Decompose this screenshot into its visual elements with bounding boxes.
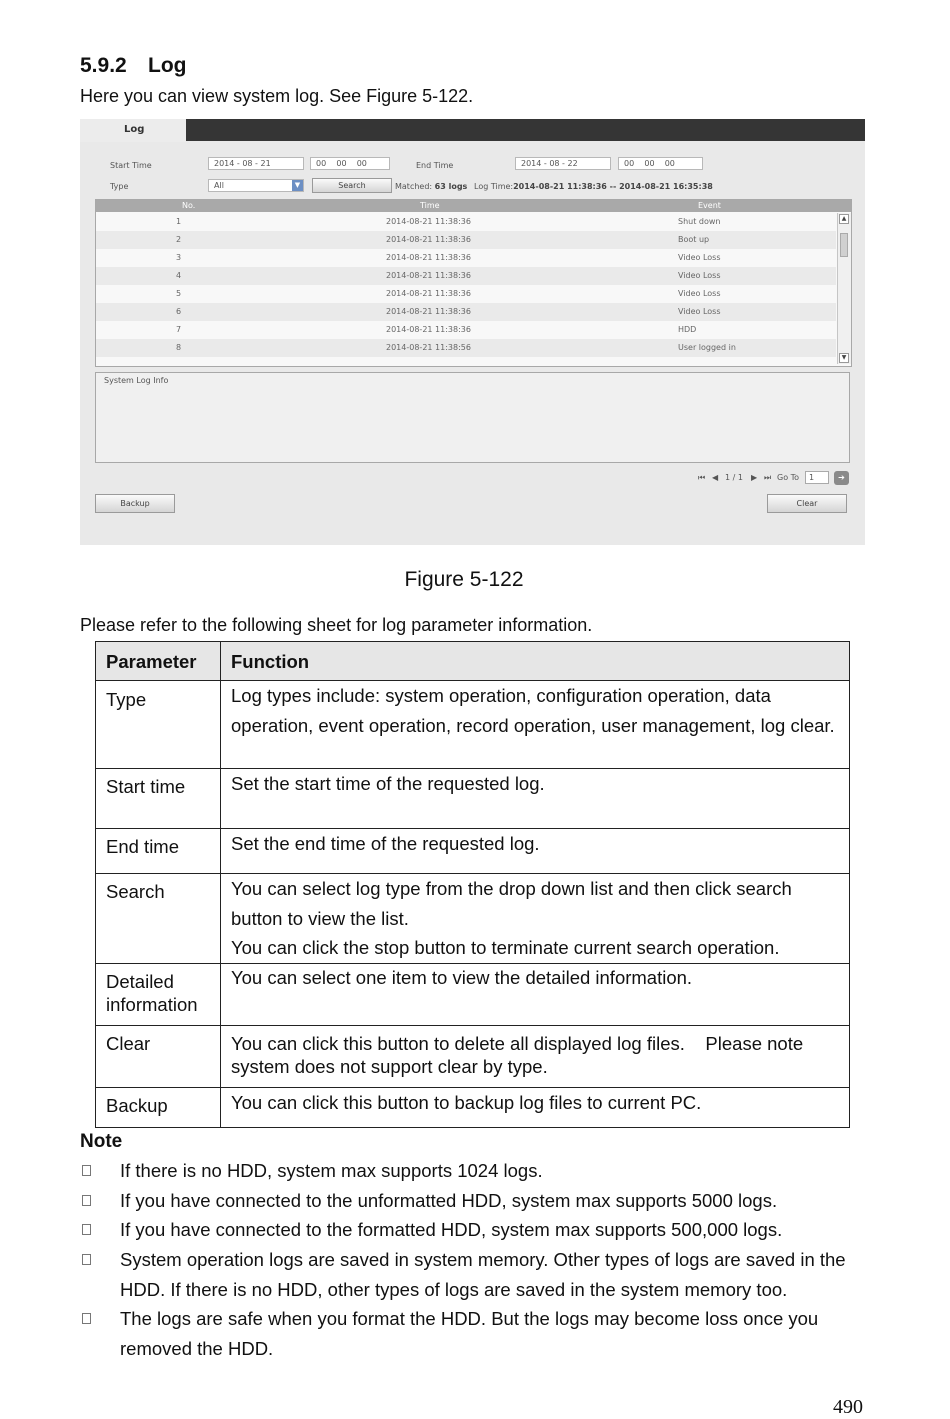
param-cell: Detailed information — [96, 963, 221, 1025]
tab-log[interactable]: Log — [80, 119, 186, 142]
log-time-cell: 2014-08-21 11:38:36 — [386, 235, 471, 244]
figure-caption: Figure 5-122 — [404, 568, 524, 591]
param-cell: Backup — [96, 1087, 221, 1127]
scroll-thumb[interactable] — [840, 233, 848, 257]
chevron-down-icon: ▼ — [292, 180, 303, 191]
log-row[interactable] — [96, 249, 836, 267]
log-time-cell: 2014-08-21 11:38:36 — [386, 325, 471, 334]
table-row — [96, 769, 850, 829]
note-item: The logs are safe when you format the HDD. But the logs may become loss once you removed the HDD. — [80, 1304, 880, 1364]
log-no-cell: 4 — [176, 271, 182, 280]
header-function: Function — [221, 642, 850, 681]
table-header-row — [96, 642, 850, 681]
start-time-field[interactable]: 00 00 00 — [310, 157, 390, 170]
log-row[interactable] — [96, 339, 836, 357]
refer-text: Please refer to the following sheet for log parameter information. — [80, 615, 593, 635]
log-no-cell: 1 — [176, 217, 182, 226]
log-time-info: Log Time:2014-08-21 11:38:36 -- 2014-08-21 16:35:38 — [474, 182, 713, 191]
table-row — [96, 874, 850, 964]
end-time-field[interactable]: 00 00 00 — [618, 157, 703, 170]
section-number: 5.9.2 — [80, 54, 127, 77]
section-title: Log — [148, 54, 187, 77]
log-no-cell: 6 — [176, 307, 182, 316]
log-event-cell: Shut down — [678, 217, 721, 226]
note-title: Note — [80, 1131, 123, 1152]
log-event-cell: User logged in — [678, 343, 736, 352]
log-row[interactable] — [96, 267, 836, 285]
function-cell: Set the start time of the requested log. — [221, 769, 850, 829]
bullet-icon — [82, 1195, 91, 1206]
col-event: Event — [698, 201, 721, 210]
log-event-cell: HDD — [678, 325, 697, 334]
log-time-cell: 2014-08-21 11:38:56 — [386, 343, 471, 352]
bullet-icon — [82, 1165, 91, 1176]
log-no-cell: 2 — [176, 235, 182, 244]
start-time-label: Start Time — [110, 161, 152, 170]
param-cell: End time — [96, 829, 221, 874]
log-row[interactable] — [96, 303, 836, 321]
clear-button[interactable]: Clear — [767, 494, 847, 513]
system-log-info-label: System Log Info — [104, 376, 169, 385]
log-no-cell: 7 — [176, 325, 182, 334]
section-heading — [80, 54, 186, 78]
intro-text: Here you can view system log. See Figure 5-122. — [80, 86, 474, 106]
function-cell: You can select log type from the drop down list and then click search button to view the list. You can click the stop button to terminate current search operation. — [221, 874, 850, 964]
log-time-cell: 2014-08-21 11:38:36 — [386, 271, 471, 280]
start-date-field[interactable]: 2014 - 08 - 21 — [208, 157, 304, 170]
function-cell: Set the end time of the requested log. — [221, 829, 850, 874]
table-row — [96, 1025, 850, 1087]
end-date-field[interactable]: 2014 - 08 - 22 — [515, 157, 611, 170]
note-item: If there is no HDD, system max supports 1024 logs. — [80, 1156, 880, 1186]
first-page-icon[interactable]: ⏮ — [698, 473, 706, 482]
function-cell: Log types include: system operation, configuration operation, data operation, event operation, record operation, user management, log clear. — [221, 681, 850, 769]
log-event-cell: Boot up — [678, 235, 710, 244]
log-no-cell: 5 — [176, 289, 182, 298]
log-event-cell: Video Loss — [678, 307, 721, 316]
header-parameter: Parameter — [96, 642, 221, 681]
log-row[interactable] — [96, 213, 836, 231]
page-number: 490 — [833, 1396, 863, 1418]
col-no: No. — [182, 201, 196, 210]
log-row[interactable] — [96, 285, 836, 303]
vertical-scrollbar[interactable] — [837, 213, 851, 364]
goto-label: Go To — [777, 473, 800, 482]
table-row — [96, 1087, 850, 1127]
log-row[interactable] — [96, 231, 836, 249]
log-event-cell: Video Loss — [678, 289, 721, 298]
function-cell: You can click this button to backup log files to current PC. — [221, 1087, 850, 1127]
type-label: Type — [110, 182, 129, 191]
matched-info: Matched: 63 logs — [395, 182, 468, 191]
log-time-cell: 2014-08-21 11:38:36 — [386, 217, 471, 226]
log-time-cell: 2014-08-21 11:38:36 — [386, 253, 471, 262]
bullet-icon — [82, 1224, 91, 1235]
log-table — [95, 199, 852, 367]
param-cell: Search — [96, 874, 221, 964]
prev-page-icon[interactable]: ◀ — [712, 473, 719, 482]
function-cell: You can click this button to delete all displayed log files. Please note system does not support clear by type. — [221, 1025, 850, 1087]
log-table-header — [96, 200, 851, 212]
log-no-cell: 8 — [176, 343, 182, 352]
note-item: If you have connected to the formatted HDD, system max supports 500,000 logs. — [80, 1215, 880, 1245]
log-time-cell: 2014-08-21 11:38:36 — [386, 289, 471, 298]
backup-button[interactable]: Backup — [95, 494, 175, 513]
bullet-icon — [82, 1313, 91, 1324]
system-log-info-panel — [95, 372, 850, 463]
param-cell: Clear — [96, 1025, 221, 1087]
go-arrow-icon[interactable]: ➔ — [834, 471, 849, 485]
page-indicator: 1 / 1 — [725, 473, 743, 482]
col-time: Time — [420, 201, 440, 210]
table-row — [96, 963, 850, 1025]
param-cell: Type — [96, 681, 221, 769]
bullet-icon — [82, 1254, 91, 1265]
scroll-up-icon[interactable]: ▲ — [839, 214, 849, 224]
search-button[interactable]: Search — [312, 178, 392, 193]
note-item: System operation logs are saved in system memory. Other types of logs are saved in the HDD. If there is no HDD, other types of logs are saved in the system memory too. — [80, 1245, 880, 1305]
table-row — [96, 681, 850, 769]
log-time-cell: 2014-08-21 11:38:36 — [386, 307, 471, 316]
next-page-icon[interactable]: ▶ — [751, 473, 758, 482]
parameter-table — [95, 641, 850, 1128]
param-cell: Start time — [96, 769, 221, 829]
end-time-label: End Time — [416, 161, 454, 170]
table-row — [96, 829, 850, 874]
log-screenshot — [80, 119, 865, 545]
log-row[interactable] — [96, 321, 836, 339]
scroll-down-icon[interactable]: ▼ — [839, 353, 849, 363]
goto-page-input[interactable]: 1 — [805, 471, 829, 484]
log-no-cell: 3 — [176, 253, 182, 262]
function-cell: You can select one item to view the detailed information. — [221, 963, 850, 1025]
log-event-cell: Video Loss — [678, 253, 721, 262]
type-select[interactable]: All ▼ — [208, 179, 304, 192]
note-item: If you have connected to the unformatted HDD, system max supports 5000 logs. — [80, 1186, 880, 1216]
last-page-icon[interactable]: ⏭ — [764, 473, 772, 482]
log-event-cell: Video Loss — [678, 271, 721, 280]
top-bar — [80, 119, 865, 141]
